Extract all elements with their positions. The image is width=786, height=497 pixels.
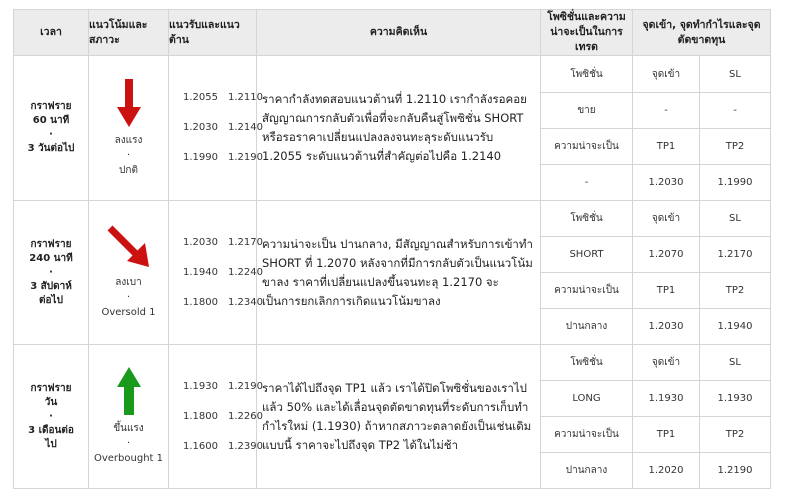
sub-value-tp2: 1.1940 (700, 309, 771, 345)
level-pair: 1.1930 1.2190 (183, 380, 263, 392)
sub-label-entry: จุดเข้า (633, 56, 700, 93)
sub-value-entry: 1.1930 (633, 381, 700, 417)
sub-value-probability: ปานกลาง (541, 309, 633, 345)
sub-label-position: โพซิชั่น (541, 56, 633, 93)
sub-value-tp2: 1.2190 (700, 453, 771, 489)
sub-value-position: ขาย (541, 93, 633, 129)
sub-label-sl: SL (700, 201, 771, 237)
sub-value-entry: 1.2070 (633, 237, 700, 273)
header-trend: แนวโน้มและสภาวะ (89, 10, 169, 56)
sub-value-probability: - (541, 165, 633, 201)
time-cell: กราฟราย วัน · 3 เดือนต่อ ไป (14, 345, 89, 489)
sub-value-sl: - (700, 93, 771, 129)
sub-label-probability: ความน่าจะเป็น (541, 417, 633, 453)
levels-cell (169, 345, 263, 489)
sub-value-tp1: 1.2020 (633, 453, 700, 489)
sub-label-probability: ความน่าจะเป็น (541, 129, 633, 165)
sub-value-position: LONG (541, 381, 633, 417)
sub-value-tp2: 1.1990 (700, 165, 771, 201)
trend-cell: ขึ้นแรง · Overbought 1 (89, 345, 169, 489)
level-pair: 1.1600 1.2390 (183, 440, 263, 452)
level-pair: 1.1800 1.2340 (183, 296, 263, 308)
header-comment: ความคิดเห็น (257, 10, 541, 56)
sub-label-tp1: TP1 (633, 417, 700, 453)
arrow-down-red-icon (117, 79, 141, 127)
sub-label-tp2: TP2 (700, 273, 771, 309)
sub-value-position: SHORT (541, 237, 633, 273)
sub-label-sl: SL (700, 56, 771, 93)
sub-label-entry: จุดเข้า (633, 345, 700, 381)
sub-label-tp2: TP2 (700, 129, 771, 165)
sub-value-sl: 1.1930 (700, 381, 771, 417)
header-time: เวลา (14, 10, 89, 56)
sub-label-tp2: TP2 (700, 417, 771, 453)
comment-cell: ราคากำลังทดสอบแนวต้านที่ 1.2110 เรากำลังรอคอยสัญญาณการกลับตัวเพื่อที่จะกลับคืนสู่โพซิชั่น SHORT หรือรอราคาเปลี่ยนแปลงลงจนทะลุระดับแนวรับ 1.2055 ระดับแนวต้านที่สำคัญต่อไปคือ 1.2140 (257, 56, 541, 201)
comment-cell: ราคาได้ไปถึงจุด TP1 แล้ว เราได้ปิดโพซิชั่นของเราไปแล้ว 50% และได้เลื่อนจุดตัดขาดทุนที่ระดับการเก็บทำกำไรใหม่ (1.1930) ถ้าหากสภาวะตลาดยังเป็นเช่นเดิมแบบนี้ ราคาจะไปถึงจุด TP2 ได้ในไม่ช้า (257, 345, 541, 489)
sub-label-entry: จุดเข้า (633, 201, 700, 237)
levels-cell (169, 56, 263, 201)
comment-cell: ความน่าจะเป็น ปานกลาง, มีสัญญาณสำหรับการเข้าทำ SHORT ที่ 1.2070 หลังจากที่มีการกลับตัวเป็นแนวโน้มขาลง ราคาที่เปลี่ยนแปลงขึ้นจนทะลุ 1.2170 จะเป็นการยกเลิกการเกิดแนวโน้มขาลง (257, 201, 541, 345)
time-cell: กราฟราย 240 นาที · 3 สัปดาห์ ต่อไป (14, 201, 89, 345)
header-entry: จุดเข้า, จุดทำกำไรและจุดตัดขาดทุน (633, 10, 771, 56)
sub-label-position: โพซิชั่น (541, 201, 633, 237)
levels-cell (169, 201, 263, 345)
trend-cell: ลงแรง · ปกติ (89, 56, 169, 201)
header-levels: แนวรับและแนวต้าน (169, 10, 257, 56)
sub-value-probability: ปานกลาง (541, 453, 633, 489)
sub-value-sl: 1.2170 (700, 237, 771, 273)
sub-label-tp1: TP1 (633, 129, 700, 165)
sub-value-tp1: 1.2030 (633, 309, 700, 345)
trend-cell: ลงเบา · Oversold 1 (89, 201, 169, 345)
level-pair: 1.2055 1.2110 (183, 92, 263, 103)
sub-label-position: โพซิชั่น (541, 345, 633, 381)
sub-label-sl: SL (700, 345, 771, 381)
sub-label-probability: ความน่าจะเป็น (541, 273, 633, 309)
sub-value-tp1: 1.2030 (633, 165, 700, 201)
arrow-up-green-icon (117, 367, 141, 415)
level-pair: 1.1800 1.2260 (183, 410, 263, 422)
sub-label-tp1: TP1 (633, 273, 700, 309)
time-cell: กราฟราย 60 นาที · 3 วันต่อไป (14, 56, 89, 201)
forecast-table (13, 9, 771, 489)
level-pair: 1.2030 1.2170 (183, 236, 263, 248)
level-pair: 1.1990 1.2190 (183, 152, 263, 163)
level-pair: 1.2030 1.2140 (183, 122, 263, 133)
sub-value-entry: - (633, 93, 700, 129)
header-position: โพซิชั่นและความน่าจะเป็นในการเทรด (541, 10, 633, 56)
level-pair: 1.1940 1.2240 (183, 266, 263, 278)
arrow-down-right-red-icon (107, 225, 151, 269)
